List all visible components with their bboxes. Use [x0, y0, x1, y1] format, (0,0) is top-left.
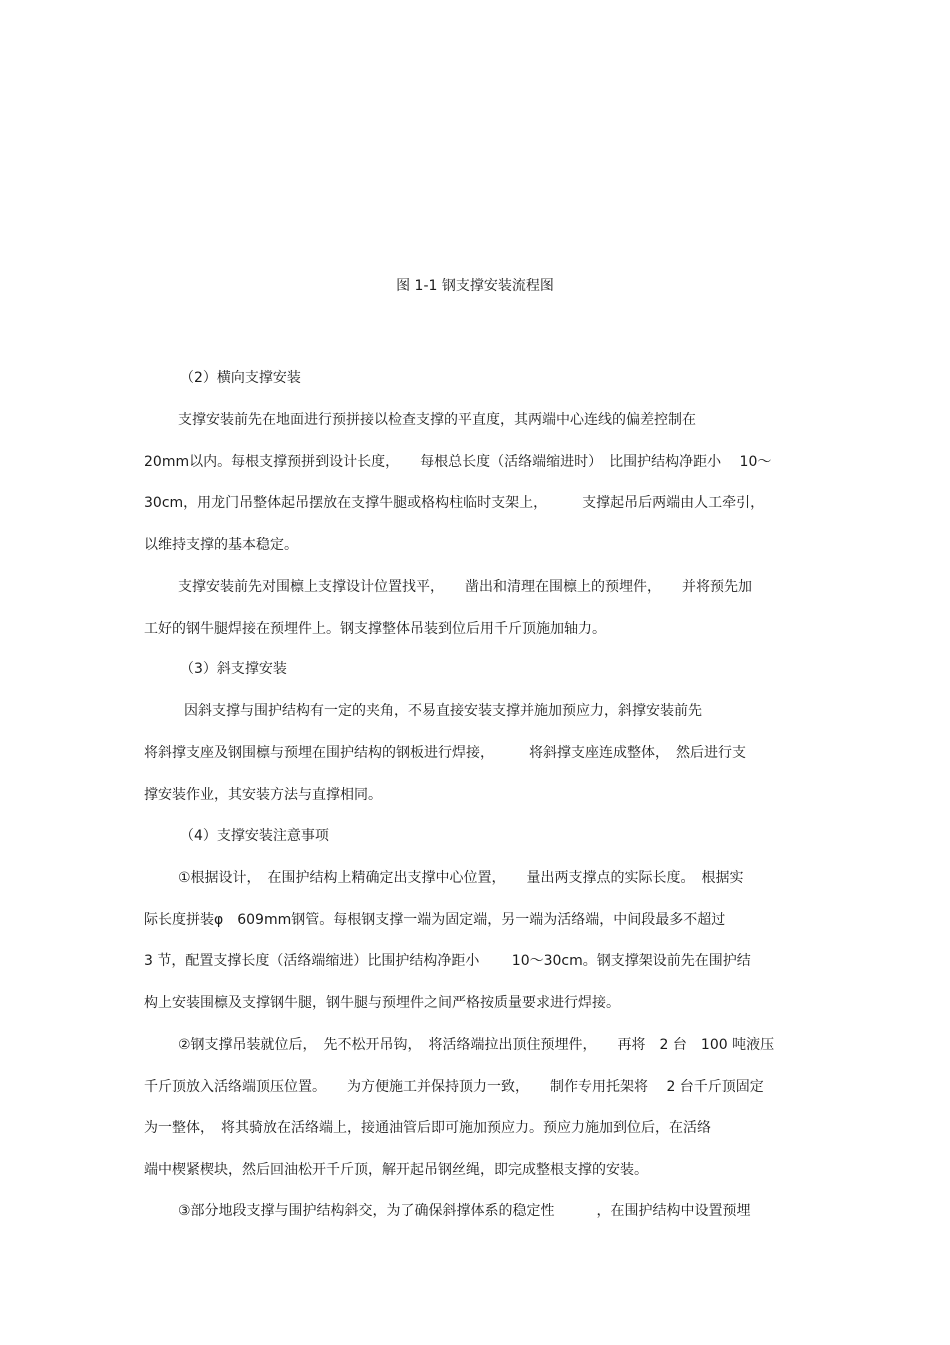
figure-caption: 图 1-1 钢支撑安装流程图 — [396, 278, 554, 294]
paragraph-line: 支撑安装前先对围檩上支撑设计位置找平， 凿出和清理在围檩上的预埋件， 并将预先加 — [178, 579, 752, 595]
paragraph-line: 际长度拼装φ 609mm钢管。每根钢支撑一端为固定端，另一端为活络端，中间段最多不超过 — [144, 912, 726, 928]
heading-support-notes: （4）支撑安装注意事项 — [180, 828, 329, 844]
paragraph-line: 撑安装作业，其安装方法与直撑相同。 — [144, 787, 382, 803]
paragraph-line: ①根据设计， 在围护结构上精确定出支撑中心位置， 量出两支撑点的实际长度。 根据实 — [178, 870, 744, 886]
paragraph-line: 千斤顶放入活络端顶压位置。 为方便施工并保持顶力一致， 制作专用托架将 2 台千斤顶固定 — [144, 1079, 764, 1095]
paragraph-line: 构上安装围檩及支撑钢牛腿，钢牛腿与预埋件之间严格按质量要求进行焊接。 — [144, 995, 620, 1011]
paragraph-line: 工好的钢牛腿焊接在预埋件上。钢支撑整体吊装到位后用千斤顶施加轴力。 — [144, 621, 606, 637]
heading-transverse-support: （2）横向支撑安装 — [180, 370, 301, 386]
paragraph-line: 为一整体， 将其骑放在活络端上，接通油管后即可施加预应力。预应力施加到位后，在活络 — [144, 1120, 711, 1136]
paragraph-line: ②钢支撑吊装就位后， 先不松开吊钩， 将活络端拉出顶住预埋件， 再将 2 台 100 吨液压 — [178, 1037, 775, 1053]
paragraph-line: 因斜支撑与围护结构有一定的夹角，不易直接安装支撑并施加预应力，斜撑安装前先 — [184, 703, 702, 719]
paragraph-line: 20mm以内。每根支撑预拼到设计长度， 每根总长度（活络端缩进时） 比围护结构净距小 10～ — [144, 454, 772, 470]
paragraph-line: 端中楔紧楔块，然后回油松开千斤顶，解开起吊钢丝绳，即完成整根支撑的安装。 — [144, 1162, 648, 1178]
paragraph-line: ③部分地段支撑与围护结构斜交，为了确保斜撑体系的稳定性 ，在围护结构中设置预埋 — [178, 1203, 751, 1219]
paragraph-line: 30cm，用龙门吊整体起吊摆放在支撑牛腿或格构柱临时支架上， 支撑起吊后两端由人工牵引， — [144, 495, 765, 511]
paragraph-line: 3 节，配置支撑长度（活络端缩进）比围护结构净距小 10～30cm。钢支撑架设前先在围护结 — [144, 953, 751, 969]
paragraph-line: 以维持支撑的基本稳定。 — [144, 537, 298, 553]
heading-diagonal-support: （3）斜支撑安装 — [180, 661, 287, 677]
paragraph-line: 支撑安装前先在地面进行预拼接以检查支撑的平直度，其两端中心连线的偏差控制在 — [178, 412, 696, 428]
paragraph-line: 将斜撑支座及钢围檩与预埋在围护结构的钢板进行焊接， 将斜撑支座连成整体， 然后进行支 — [144, 745, 746, 761]
